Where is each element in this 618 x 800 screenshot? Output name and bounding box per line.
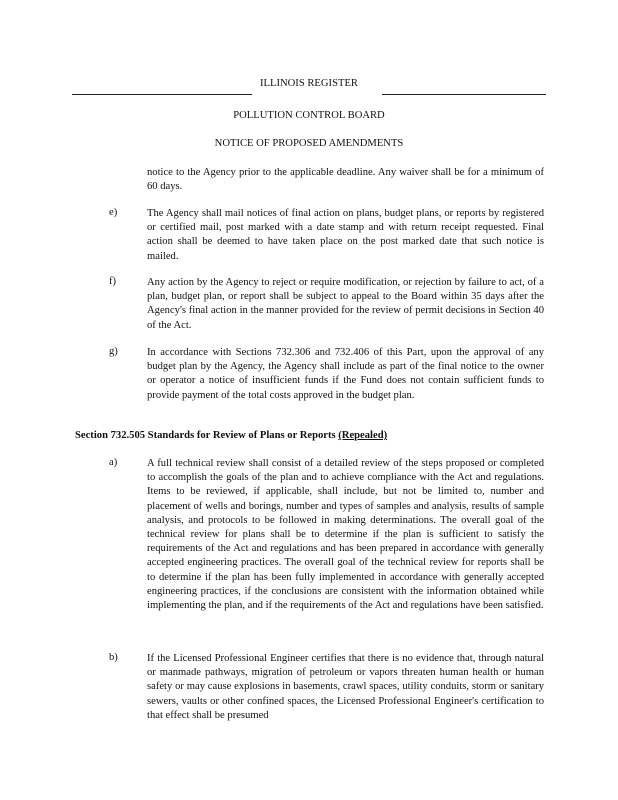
item-label-g: g) bbox=[109, 346, 118, 357]
item-text-e: The Agency shall mail notices of final action on plans, budget plans, or reports by registered or certified mail, post marked with a date stamp and with return receipt requested. Final action shall be deemed to have taken place on the post marked date that such notice is mailed. bbox=[147, 208, 544, 262]
board-name: POLLUTION CONTROL BOARD bbox=[233, 110, 385, 121]
item-label-b: b) bbox=[109, 652, 118, 663]
item-label-a: a) bbox=[109, 457, 118, 468]
continuation-paragraph: notice to the Agency prior to the applicable deadline. Any waiver shall be for a minimum of 60 days. bbox=[147, 167, 544, 193]
section-heading bbox=[75, 430, 387, 441]
header-rule-left bbox=[72, 94, 252, 95]
repealed-marker: (Repealed) bbox=[338, 430, 388, 441]
section-heading-text: Section 732.505 Standards for Review of Plans or Reports bbox=[75, 430, 336, 441]
notice-title: NOTICE OF PROPOSED AMENDMENTS bbox=[214, 138, 404, 149]
item-label-e: e) bbox=[109, 207, 118, 218]
item-text-f: Any action by the Agency to reject or require modification, or rejection by failure to act, of a plan, budget plan, or report shall be subject to appeal to the Board within 35 days after the Agency's final action in the manner provided for the review of permit decisions in Section 40 of the Act. bbox=[147, 277, 544, 331]
header-rule-right bbox=[382, 94, 546, 95]
item-text-b: If the Licensed Professional Engineer certifies that there is no evidence that, through natural or manmade pathways, migration of petroleum or vapors threaten human health or human safety or may cause explosions in basements, crawl spaces, utility conduits, storm or sanitary sewers, vaults or other confined spaces, the Licensed Professional Engineer's certification to that effect shall be presumed bbox=[147, 653, 544, 721]
register-title: ILLINOIS REGISTER bbox=[260, 78, 358, 89]
item-text-a: A full technical review shall consist of a detailed review of the steps proposed or completed to accomplish the goals of the plan and to achieve compliance with the Act and regulations. Items to be reviewed, if applicable, shall include, but not be limited to, number and placement of wells and borings, number and types of samples and analysis, results of sample analysis, and protocols to be followed in making determinations. The overall goal of the technical review for plans shall be to determine if the plan is sufficient to satisfy the requirements of the Act and regulations and has been prepared in accordance with generally accepted engineering practices. The overall goal of the technical review for reports shall be to determine if the plan has been fully implemented in accordance with generally accepted engineering practices, if the conclusions are consistent with the information obtained while implementing the plan, and if the requirements of the Act and regulations have been satisfied. bbox=[147, 458, 544, 612]
item-text-g: In accordance with Sections 732.306 and 732.406 of this Part, upon the approval of any budget plan by the Agency, the Agency shall include as part of the final notice to the owner or operator a notice of insufficient funds if the Fund does not contain sufficient funds to provide payment of the total costs approved in the budget plan. bbox=[147, 347, 544, 401]
item-label-f: f) bbox=[109, 276, 117, 287]
